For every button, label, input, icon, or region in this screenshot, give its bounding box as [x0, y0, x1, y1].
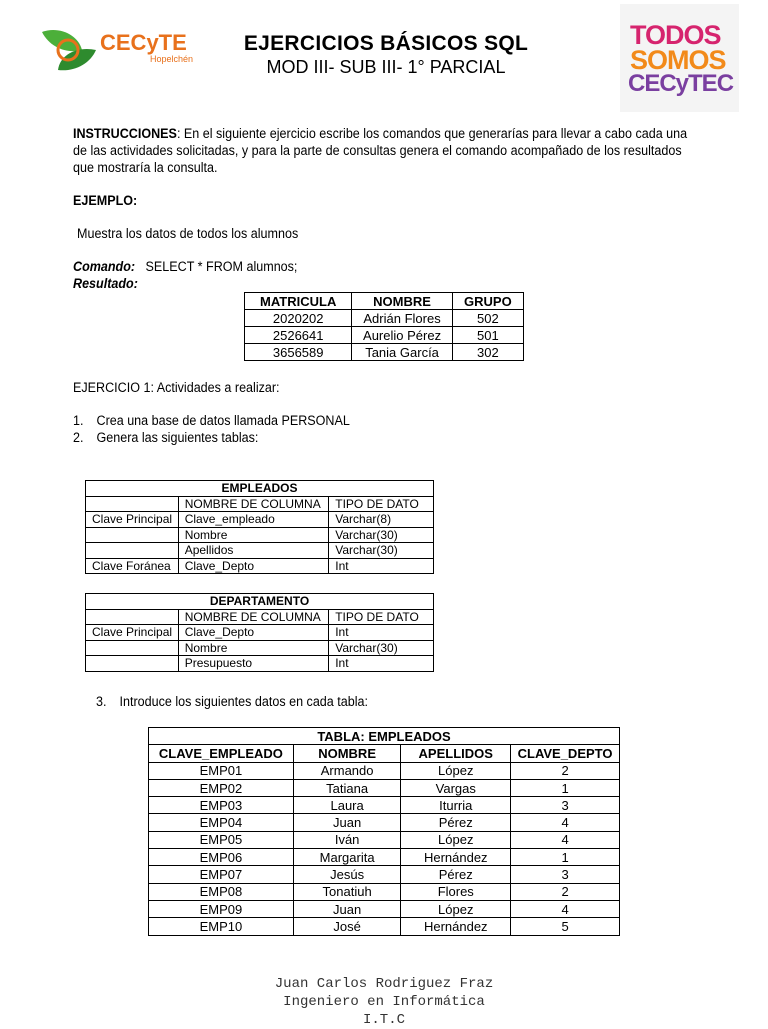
table-cell: 4 [511, 814, 620, 831]
table-header-row [86, 609, 434, 625]
logo-subtext: Hopelchén [150, 54, 194, 64]
logo-text: CECyTE [100, 30, 187, 55]
table-row [245, 310, 524, 327]
table-cell: 1 [511, 849, 620, 866]
table-row [149, 900, 620, 917]
table-cell: Juan [293, 814, 401, 831]
table-cell: Clave Principal [86, 512, 179, 528]
table-cell: EMP07 [149, 866, 294, 883]
table-header-cell: APELLIDOS [401, 745, 511, 762]
command-text: SELECT * FROM alumnos; [145, 259, 298, 274]
table-cell [86, 640, 179, 656]
table-cell: López [401, 900, 511, 917]
table-row [149, 762, 620, 779]
page-title: EJERCICIOS BÁSICOS SQL [243, 32, 529, 55]
table-cell [86, 496, 179, 512]
table-cell: Tatiana [293, 779, 401, 796]
table-cell: Margarita [293, 849, 401, 866]
table-cell: Pérez [401, 866, 511, 883]
table-cell: Tania García [352, 344, 452, 361]
table-header-cell: NOMBRE [293, 745, 401, 762]
instructions-paragraph [73, 125, 691, 176]
table-header-cell: NOMBRE DE COLUMNA [178, 609, 329, 625]
table-title: DEPARTAMENTO [86, 594, 434, 610]
table-cell: 2526641 [245, 327, 352, 344]
table-cell: 302 [452, 344, 523, 361]
table-cell: Varchar(30) [329, 543, 434, 559]
example-task: Muestra los datos de todos los alumnos [77, 226, 299, 241]
table-title-row [86, 594, 434, 610]
table-cell: Clave Principal [86, 625, 179, 641]
instructions-label: INSTRUCCIONES [73, 126, 177, 141]
step-2 [73, 429, 258, 446]
footer-author: Juan Carlos Rodriguez Fraz [274, 976, 494, 992]
table-row [86, 558, 434, 574]
step-number: 1. [73, 413, 84, 428]
step-number: 2. [73, 430, 84, 445]
data-empleados-table [148, 727, 620, 936]
table-cell: 2020202 [245, 310, 352, 327]
table-title: TABLA: EMPLEADOS [149, 728, 620, 745]
table-row [149, 831, 620, 848]
table-row [149, 866, 620, 883]
table-cell: Int [329, 656, 434, 672]
table-cell: 2 [511, 883, 620, 900]
table-cell: 5 [511, 918, 620, 935]
schema-departamento-table [85, 593, 434, 672]
table-cell: Int [329, 558, 434, 574]
table-cell: Clave Foránea [86, 558, 179, 574]
table-row [86, 543, 434, 559]
table-cell: Clave_Depto [178, 558, 329, 574]
page-subtitle: MOD III- SUB III- 1° PARCIAL [266, 57, 506, 77]
table-cell [86, 543, 179, 559]
table-title: EMPLEADOS [86, 481, 434, 497]
table-cell: EMP02 [149, 779, 294, 796]
table-cell: Iván [293, 831, 401, 848]
footer [0, 975, 768, 1029]
table-row [149, 883, 620, 900]
table-cell: Flores [401, 883, 511, 900]
step-1 [73, 412, 350, 429]
example-label: EJEMPLO: [73, 193, 138, 208]
example-result-table [244, 292, 524, 361]
table-header-cell: TIPO DE DATO [329, 609, 434, 625]
table-row [149, 779, 620, 796]
table-cell: López [401, 762, 511, 779]
table-cell: 4 [511, 900, 620, 917]
footer-degree: Ingeniero en Informática [283, 994, 485, 1010]
table-header-cell: CLAVE_EMPLEADO [149, 745, 294, 762]
table-cell: López [401, 831, 511, 848]
table-cell [86, 656, 179, 672]
table-cell: Clave_empleado [178, 512, 329, 528]
table-cell: EMP04 [149, 814, 294, 831]
table-row [86, 625, 434, 641]
table-cell: Varchar(30) [329, 527, 434, 543]
table-row [149, 849, 620, 866]
table-cell: EMP09 [149, 900, 294, 917]
step-text: Introduce los siguientes datos en cada tabla: [119, 694, 368, 709]
table-cell: Pérez [401, 814, 511, 831]
table-cell: Adrián Flores [352, 310, 452, 327]
table-cell: Iturria [401, 797, 511, 814]
table-cell: Int [329, 625, 434, 641]
todos-somos-badge [620, 4, 739, 112]
table-cell [86, 527, 179, 543]
table-cell: Juan [293, 900, 401, 917]
table-title-row [149, 728, 620, 745]
table-cell: 3 [511, 797, 620, 814]
table-row [149, 797, 620, 814]
table-header-cell: NOMBRE [352, 293, 452, 310]
table-cell: 501 [452, 327, 523, 344]
table-cell: EMP01 [149, 762, 294, 779]
footer-institution: I.T.C [362, 1012, 405, 1028]
step-3 [96, 693, 368, 710]
table-row [149, 918, 620, 935]
table-cell: 2 [511, 762, 620, 779]
cecyte-logo [38, 24, 198, 76]
table-cell: Jesús [293, 866, 401, 883]
table-cell: 502 [452, 310, 523, 327]
table-cell: Tonatiuh [293, 883, 401, 900]
table-header-cell: TIPO DE DATO [329, 496, 434, 512]
table-cell: Laura [293, 797, 401, 814]
table-cell: Varchar(30) [329, 640, 434, 656]
table-row [149, 814, 620, 831]
table-header-cell: GRUPO [452, 293, 523, 310]
table-cell: Apellidos [178, 543, 329, 559]
table-cell: Nombre [178, 640, 329, 656]
table-row [245, 327, 524, 344]
table-cell: Armando [293, 762, 401, 779]
command-label: Comando: [73, 259, 136, 274]
result-label: Resultado: [73, 276, 138, 291]
badge-line-3: CECyTEC [628, 70, 734, 97]
table-cell: 3656589 [245, 344, 352, 361]
table-cell: José [293, 918, 401, 935]
table-cell: Hernández [401, 849, 511, 866]
table-header-row [245, 293, 524, 310]
table-cell: Nombre [178, 527, 329, 543]
table-row [86, 512, 434, 528]
step-number: 3. [96, 694, 107, 709]
table-row [86, 640, 434, 656]
table-cell: EMP05 [149, 831, 294, 848]
table-cell: EMP10 [149, 918, 294, 935]
table-header-cell: MATRICULA [245, 293, 352, 310]
table-cell: Clave_Depto [178, 625, 329, 641]
table-header-row [86, 496, 434, 512]
step-text: Crea una base de datos llamada PERSONAL [96, 413, 350, 428]
table-cell: Varchar(8) [329, 512, 434, 528]
table-header-row [149, 745, 620, 762]
table-row [245, 344, 524, 361]
table-cell: EMP03 [149, 797, 294, 814]
table-cell: 1 [511, 779, 620, 796]
table-cell: Aurelio Pérez [352, 327, 452, 344]
table-cell: Hernández [401, 918, 511, 935]
command-line [73, 258, 297, 275]
table-header-cell: NOMBRE DE COLUMNA [178, 496, 329, 512]
badge-line-2: SOMOS [630, 45, 726, 75]
instructions-text: : En el siguiente ejercicio escribe los comandos que generarías para llevar a cabo cada una de las actividades solicitadas, y para la parte de consultas genera el comando acompañado de los resultados que mostraría la consulta. [73, 126, 688, 175]
step-text: Genera las siguientes tablas: [96, 430, 259, 445]
table-title-row [86, 481, 434, 497]
table-cell: 4 [511, 831, 620, 848]
table-cell: 3 [511, 866, 620, 883]
table-cell: EMP06 [149, 849, 294, 866]
table-header-cell: CLAVE_DEPTO [511, 745, 620, 762]
schema-empleados-table [85, 480, 434, 574]
exercise-title: EJERCICIO 1: Actividades a realizar: [73, 380, 280, 395]
table-row [86, 527, 434, 543]
table-cell: EMP08 [149, 883, 294, 900]
badge-line-1: TODOS [630, 20, 721, 50]
table-row [86, 656, 434, 672]
table-cell [86, 609, 179, 625]
table-cell: Vargas [401, 779, 511, 796]
table-cell: Presupuesto [178, 656, 329, 672]
